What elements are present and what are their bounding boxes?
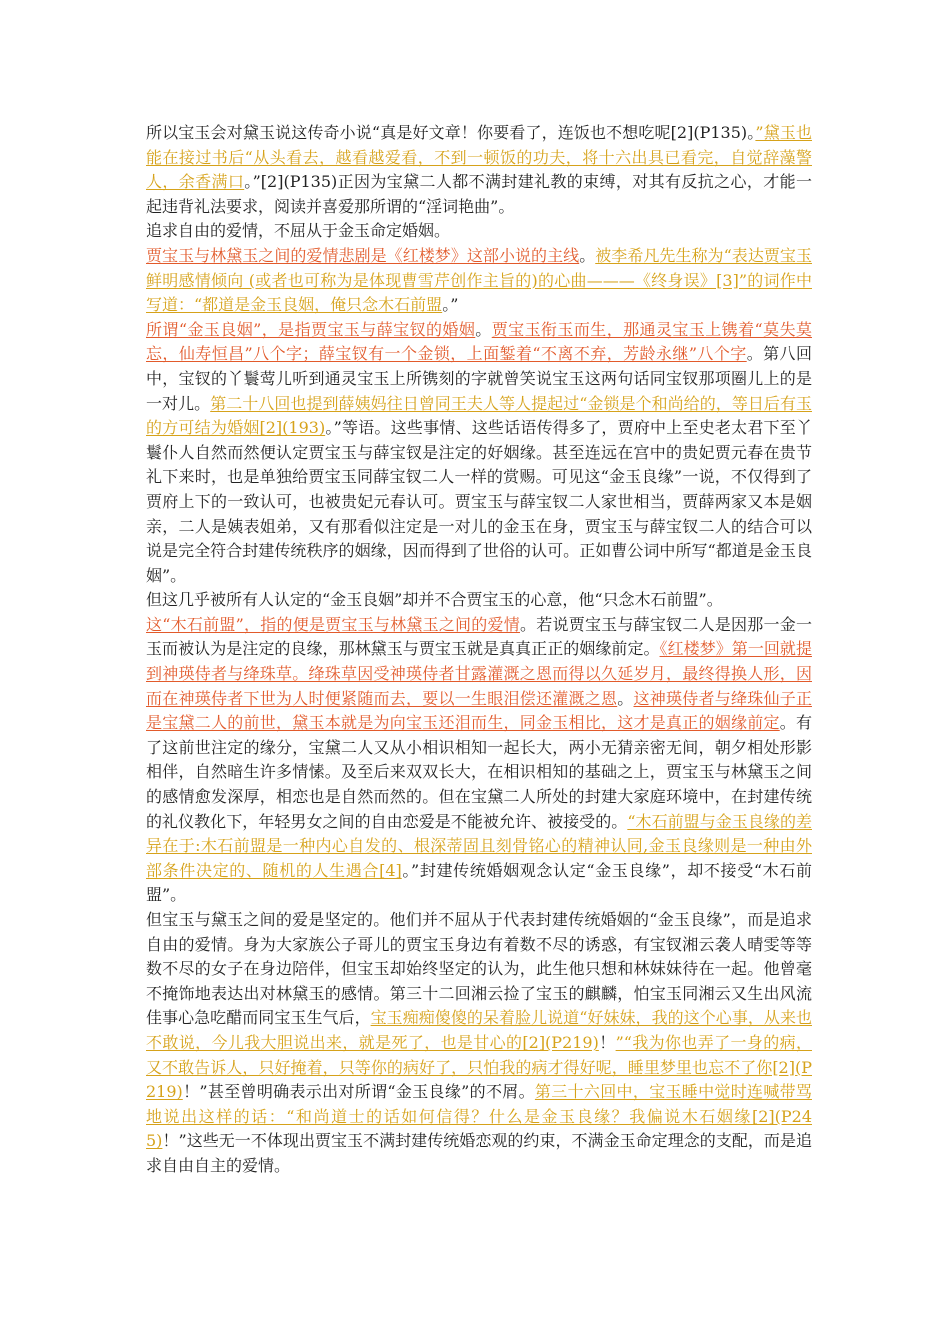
text-run: 。”等语。这些事情、这些话语传得多了，贾府中上至史老太君下至丫鬟仆人自然而然便认定贾宝玉与薛宝钗是注定的好姻缘。甚至连远在宫中的贵妃贾元春在贵节礼下来时，也是单独给贾宝玉同薛宝钗二人一样的赏赐。可见这“金玉良缘”一说，不仅得到了贾府上下的一致认可，也被贵妃元春认可。贾宝玉与薛宝钗二人家世相当，贾薛两家又本是姻亲，二人是姨表姐弟，又有那看似注定是一对儿的金玉在身，贾宝玉与薛宝钗二人的结合可以说是完全符合封建传统秩序的姻缘，因而得到了世俗的认可。正如曹公词中所写“都道是金玉良姻”。 xyxy=(146,418,812,585)
paragraph-2-heading xyxy=(146,219,812,244)
text-run: ！”甚至曾明确表示出对所谓“金玉良缘”的不屑。 xyxy=(182,1082,535,1102)
highlighted-statement: 这神瑛侍者与绛珠仙子正是宝黛二人的前世，黛玉本就是为向宝玉还泪而生，同金玉相比，这才是真正的姻缘前定 xyxy=(146,688,812,733)
text-run: 。有了这前世注定的缘分，宝黛二人又从小相识相知一起长大，两小无猜亲密无间，朝夕相处形影相伴，自然暗生许多情愫。及至后来双双长大，在相识相知的基础之上，贾宝玉与林黛玉之间的感情愈发深厚，相恋也是自然而然的。但在宝黛二人所处的封建大家庭环境中，在封建传统的礼仪教化下，年轻男女之间的自由恋爱是不能被允许、被接受的。 xyxy=(146,713,812,831)
highlighted-quote: 第三十六回中，宝玉睡中觉时连喊带骂地说出这样的话：“和尚道士的话如何信得？什么是金玉良缘？我偏说木石姻缘[2](P245) xyxy=(146,1082,812,1151)
highlighted-quote: “木石前盟与金玉良缘的差异在于:木石前盟是一种内心自发的、根深蒂固且刻骨铭心的精神认同,金玉良缘则是一种由外部条件决定的、随机的人生遇合[4] xyxy=(146,811,812,880)
highlighted-quote: 第二十八回也提到薛姨妈往日曾同王夫人等人提起过“金锁是个和尚给的，等日后有玉的方可结为婚姻[2](193) xyxy=(146,393,812,438)
paragraph-7 xyxy=(146,908,812,1179)
paragraph-4 xyxy=(146,318,812,589)
highlighted-quote: ”黛玉也能在接过书后“从头看去，越看越爱看，不到一顿饭的功夫，将十六出具已看完，自觉辞藻警人，余香满口 xyxy=(146,123,812,192)
text-run: ！ xyxy=(598,1032,616,1052)
text-run: 。若说贾宝玉与薛宝钗二人是因那一金一玉而被认为是注定的良缘，那林黛玉与贾宝玉就是真真正正的姻缘前定。 xyxy=(146,614,812,659)
highlighted-statement: 贾宝玉衔玉而生，那通灵宝玉上镌着“莫失莫忘，仙寿恒昌”八个字；薛宝钗有一个金锁，上面錾着“不离不弃，芳龄永继”八个字 xyxy=(146,319,812,364)
text-run: 。 xyxy=(617,688,634,708)
paragraph-1 xyxy=(146,121,812,219)
text-run: 。第八回中，宝钗的丫鬟莺儿听到通灵宝玉上所镌刻的字就曾笑说宝玉这两句话同宝钗那项圈儿上的是一对儿。 xyxy=(146,344,812,413)
paragraph-5 xyxy=(146,588,812,613)
paragraph-3 xyxy=(146,244,812,318)
highlighted-statement: 这“木石前盟”，指的便是贾宝玉与林黛玉之间的爱情 xyxy=(146,614,520,634)
text-run: 追求自由的爱情，不屈从于金玉命定婚姻。 xyxy=(146,221,451,241)
highlighted-statement: 贾宝玉与林黛玉之间的爱情悲剧是《红楼梦》这部小说的主线 xyxy=(146,245,580,265)
highlighted-quote: 宝玉痴痴傻傻的呆着脸儿说道“好妹妹，我的这个心事，从来也不敢说，今儿我大胆说出来，就是死了，也是甘心的[2](P219) xyxy=(146,1008,812,1052)
text-run: 。 xyxy=(579,245,596,265)
text-run: 。”封建传统婚姻观念认定“金玉良缘”，却不接受“木石前盟”。 xyxy=(146,860,812,905)
text-run: 。”[2](P135)正因为宝黛二人都不满封建礼教的束缚，对其有反抗之心，才能一起违背礼法要求，阅读并喜爱那所谓的“淫词艳曲”。 xyxy=(146,172,812,216)
text-run: 所以宝玉会对黛玉说这传奇小说“真是好文章！你要看了，连饭也不想吃呢[2](P135)。 xyxy=(146,123,756,142)
text-run: 但这几乎被所有人认定的“金玉良姻”却并不合贾宝玉的心意，他“只念木石前盟”。 xyxy=(146,590,723,610)
paragraph-6 xyxy=(146,613,812,908)
highlighted-quote: 被李希凡先生称为“表达贾宝玉鲜明感情倾向 (或者也可称为是体现曹雪芹创作主旨的)的心曲———《终身误》[3]”的词作中写道：“都道是金玉良姻，俺只念木石前盟 xyxy=(146,245,812,315)
text-run: 但宝玉与黛玉之间的爱是坚定的。他们并不屈从于代表封建传统婚姻的“金玉良缘”，而是追求自由的爱情。身为大家族公子哥儿的贾宝玉身边有着数不尽的诱惑，有宝钗湘云袭人晴雯等等数不尽的女子在身边陪伴，但宝玉却始终坚定的认为，此生他只想和林妹妹待在一起。他曾毫不掩饰地表达出对林黛玉的感情。第三十二回湘云捡了宝玉的麒麟，怕宝玉同湘云又生出风流佳事心急吃醋而同宝玉生气后， xyxy=(146,910,812,1028)
highlighted-quote: ”“我为你也弄了一身的病，又不敢告诉人，只好掩着，只等你的病好了，只怕我的病才得好呢，睡里梦里也忘不了你[2](P219) xyxy=(146,1032,812,1102)
highlighted-statement: 《红楼梦》第一回就提到神瑛侍者与绛珠草。绛珠草因受神瑛侍者甘露灌溉之恩而得以久延岁月，最终得换人形，因而在神瑛侍者下世为人时便紧随而去，要以一生眼泪偿还灌溉之恩 xyxy=(146,639,812,708)
text-run: 。 xyxy=(475,319,492,339)
highlighted-statement: 所谓“金玉良姻”，是指贾宝玉与薛宝钗的婚姻 xyxy=(146,319,476,339)
text-run: ！”这些无一不体现出贾宝玉不满封建传统婚恋观的约束，不满金玉命定理念的支配，而是追求自由自主的爱情。 xyxy=(146,1131,812,1175)
text-run: 。” xyxy=(442,295,459,315)
